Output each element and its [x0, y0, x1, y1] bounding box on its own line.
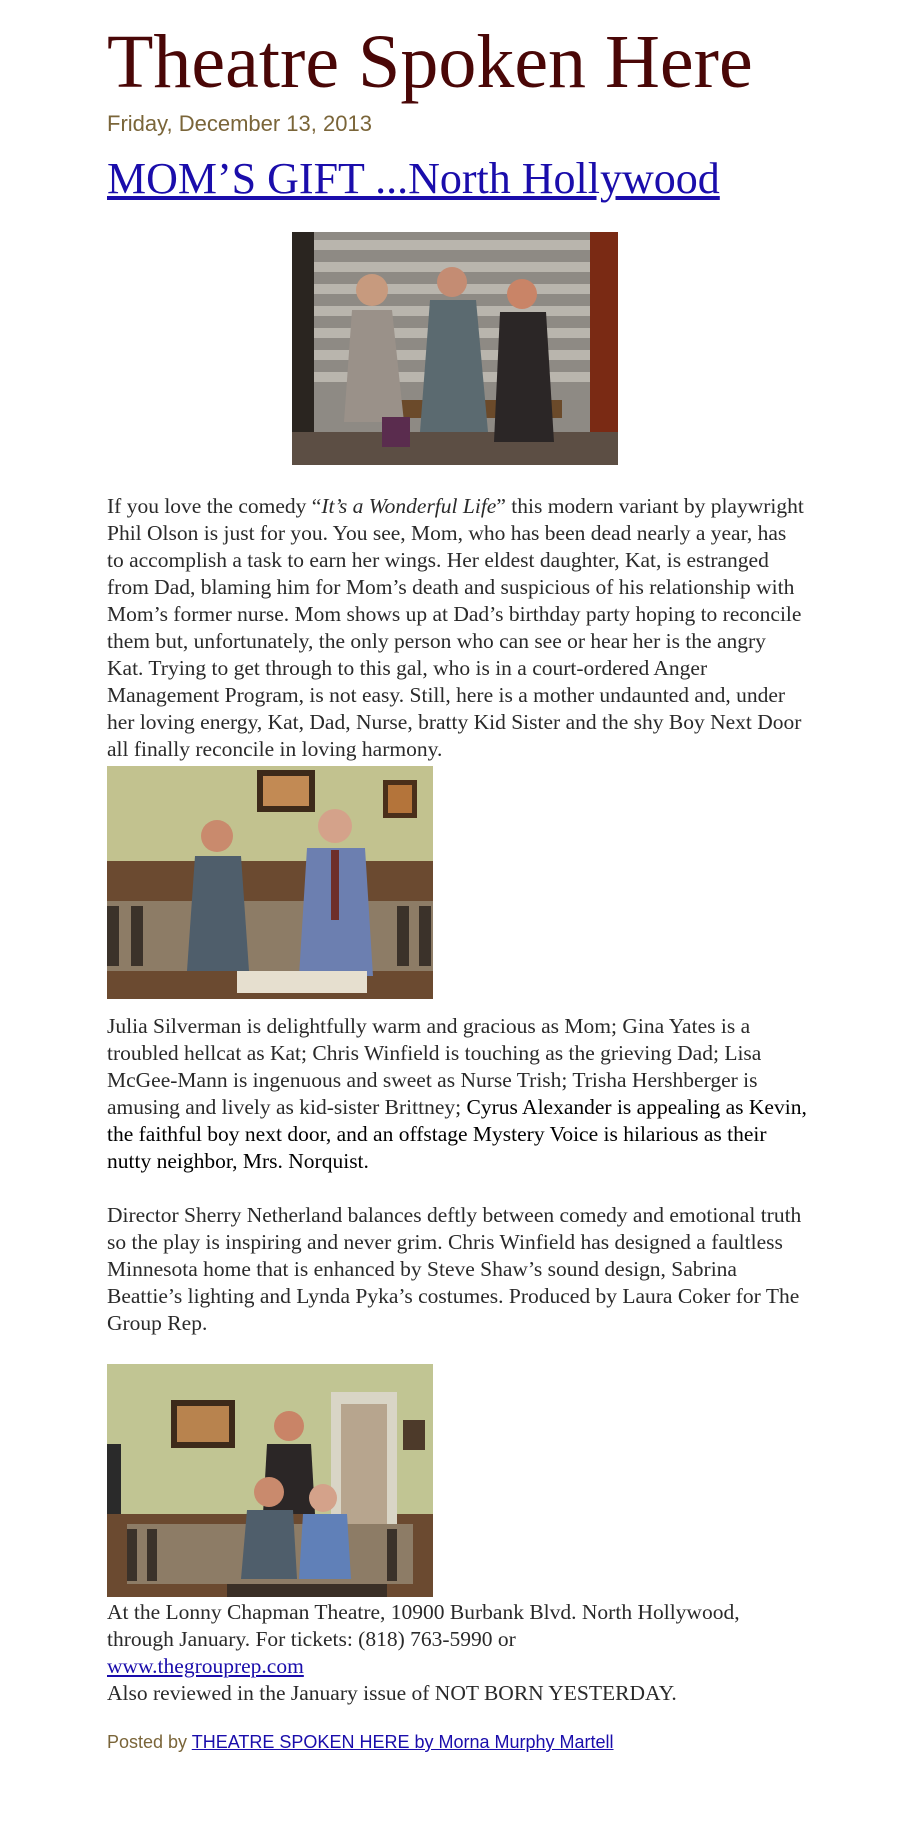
post-title	[107, 152, 807, 206]
review-paragraph-4	[107, 1599, 807, 1707]
author-profile-link[interactable]: THEATRE SPOKEN HERE by Morna Murphy Martell	[191, 1732, 614, 1752]
group-rep-website-link[interactable]: www.thegrouprep.com	[107, 1654, 304, 1678]
production-photo-2[interactable]	[107, 766, 433, 999]
cast-list-part-1: Julia Silverman is delightfully warm and gracious as Mom; Gina Yates is a troubled hellcat as Kat; Chris Winfield is touching as the grieving Dad; Lisa McGee-Mann is ingenuous and sweet as Nurse Trish; Trisha Hershberger is amusing and lively as kid-sister Brittney;	[107, 1014, 762, 1119]
review-paragraph-2	[107, 1013, 807, 1175]
review-paragraph-1	[107, 493, 807, 763]
post-footer	[107, 1730, 807, 1754]
post-date: Friday, December 13, 2013	[107, 111, 372, 136]
blog-title[interactable]: Theatre Spoken Here	[107, 20, 753, 104]
paragraph-1-intro: If you love the comedy “	[107, 494, 322, 518]
cast-list-part-2: Cyrus Alexander is appealing as Kevin, the faithful boy next door, and an offstage Mystery Voice is hilarious as their nutty neighbor, Mrs. Norquist.	[107, 1095, 807, 1173]
production-photo-3-image	[107, 1364, 433, 1597]
post-title-link[interactable]: MOM’S GIFT ...North Hollywood	[107, 154, 720, 203]
production-photo-3[interactable]	[107, 1364, 433, 1597]
posted-by-label: Posted by	[107, 1732, 188, 1752]
production-photo-2-image	[107, 766, 433, 999]
also-reviewed-note: Also reviewed in the January issue of NOT BORN YESTERDAY.	[107, 1681, 677, 1705]
production-photo-1-image	[292, 232, 618, 465]
review-paragraph-3: Director Sherry Netherland balances deftly between comedy and emotional truth so the play is inspiring and never grim. Chris Winfield has designed a faultless Minnesota home that is enhanced by Steve Shaw’s sound design, Sabrina Beattie’s lighting and Lynda Pyka’s costumes. Produced by Laura Coker for The Group Rep.	[107, 1203, 802, 1335]
paragraph-1-body: ” this modern variant by playwright Phil Olson is just for you. You see, Mom, who has been dead nearly a year, has to accomplish a task to earn her wings. Her eldest daughter, Kat, is estranged from Dad, blaming him for Mom’s death and suspicious of his relationship with Mom’s former nurse. Mom shows up at Dad’s birthday party hoping to reconcile them but, unfortunately, the only person who can see or hear her is the angry Kat. Trying to get through to this gal, who is in a court-ordered Anger Management Program, is not easy. Still, here is a mother undaunted and, under her loving energy, Kat, Dad, Nurse, bratty Kid Sister and the shy Boy Next Door all finally reconcile in loving harmony.	[107, 494, 804, 761]
referenced-film-title: It’s a Wonderful Life	[321, 494, 497, 518]
venue-and-tickets: At the Lonny Chapman Theatre, 10900 Burbank Blvd. North Hollywood, through January. For tickets: (818) 763-5990 or	[107, 1600, 740, 1651]
production-photo-1[interactable]	[292, 232, 618, 465]
blog-page	[107, 0, 807, 1754]
